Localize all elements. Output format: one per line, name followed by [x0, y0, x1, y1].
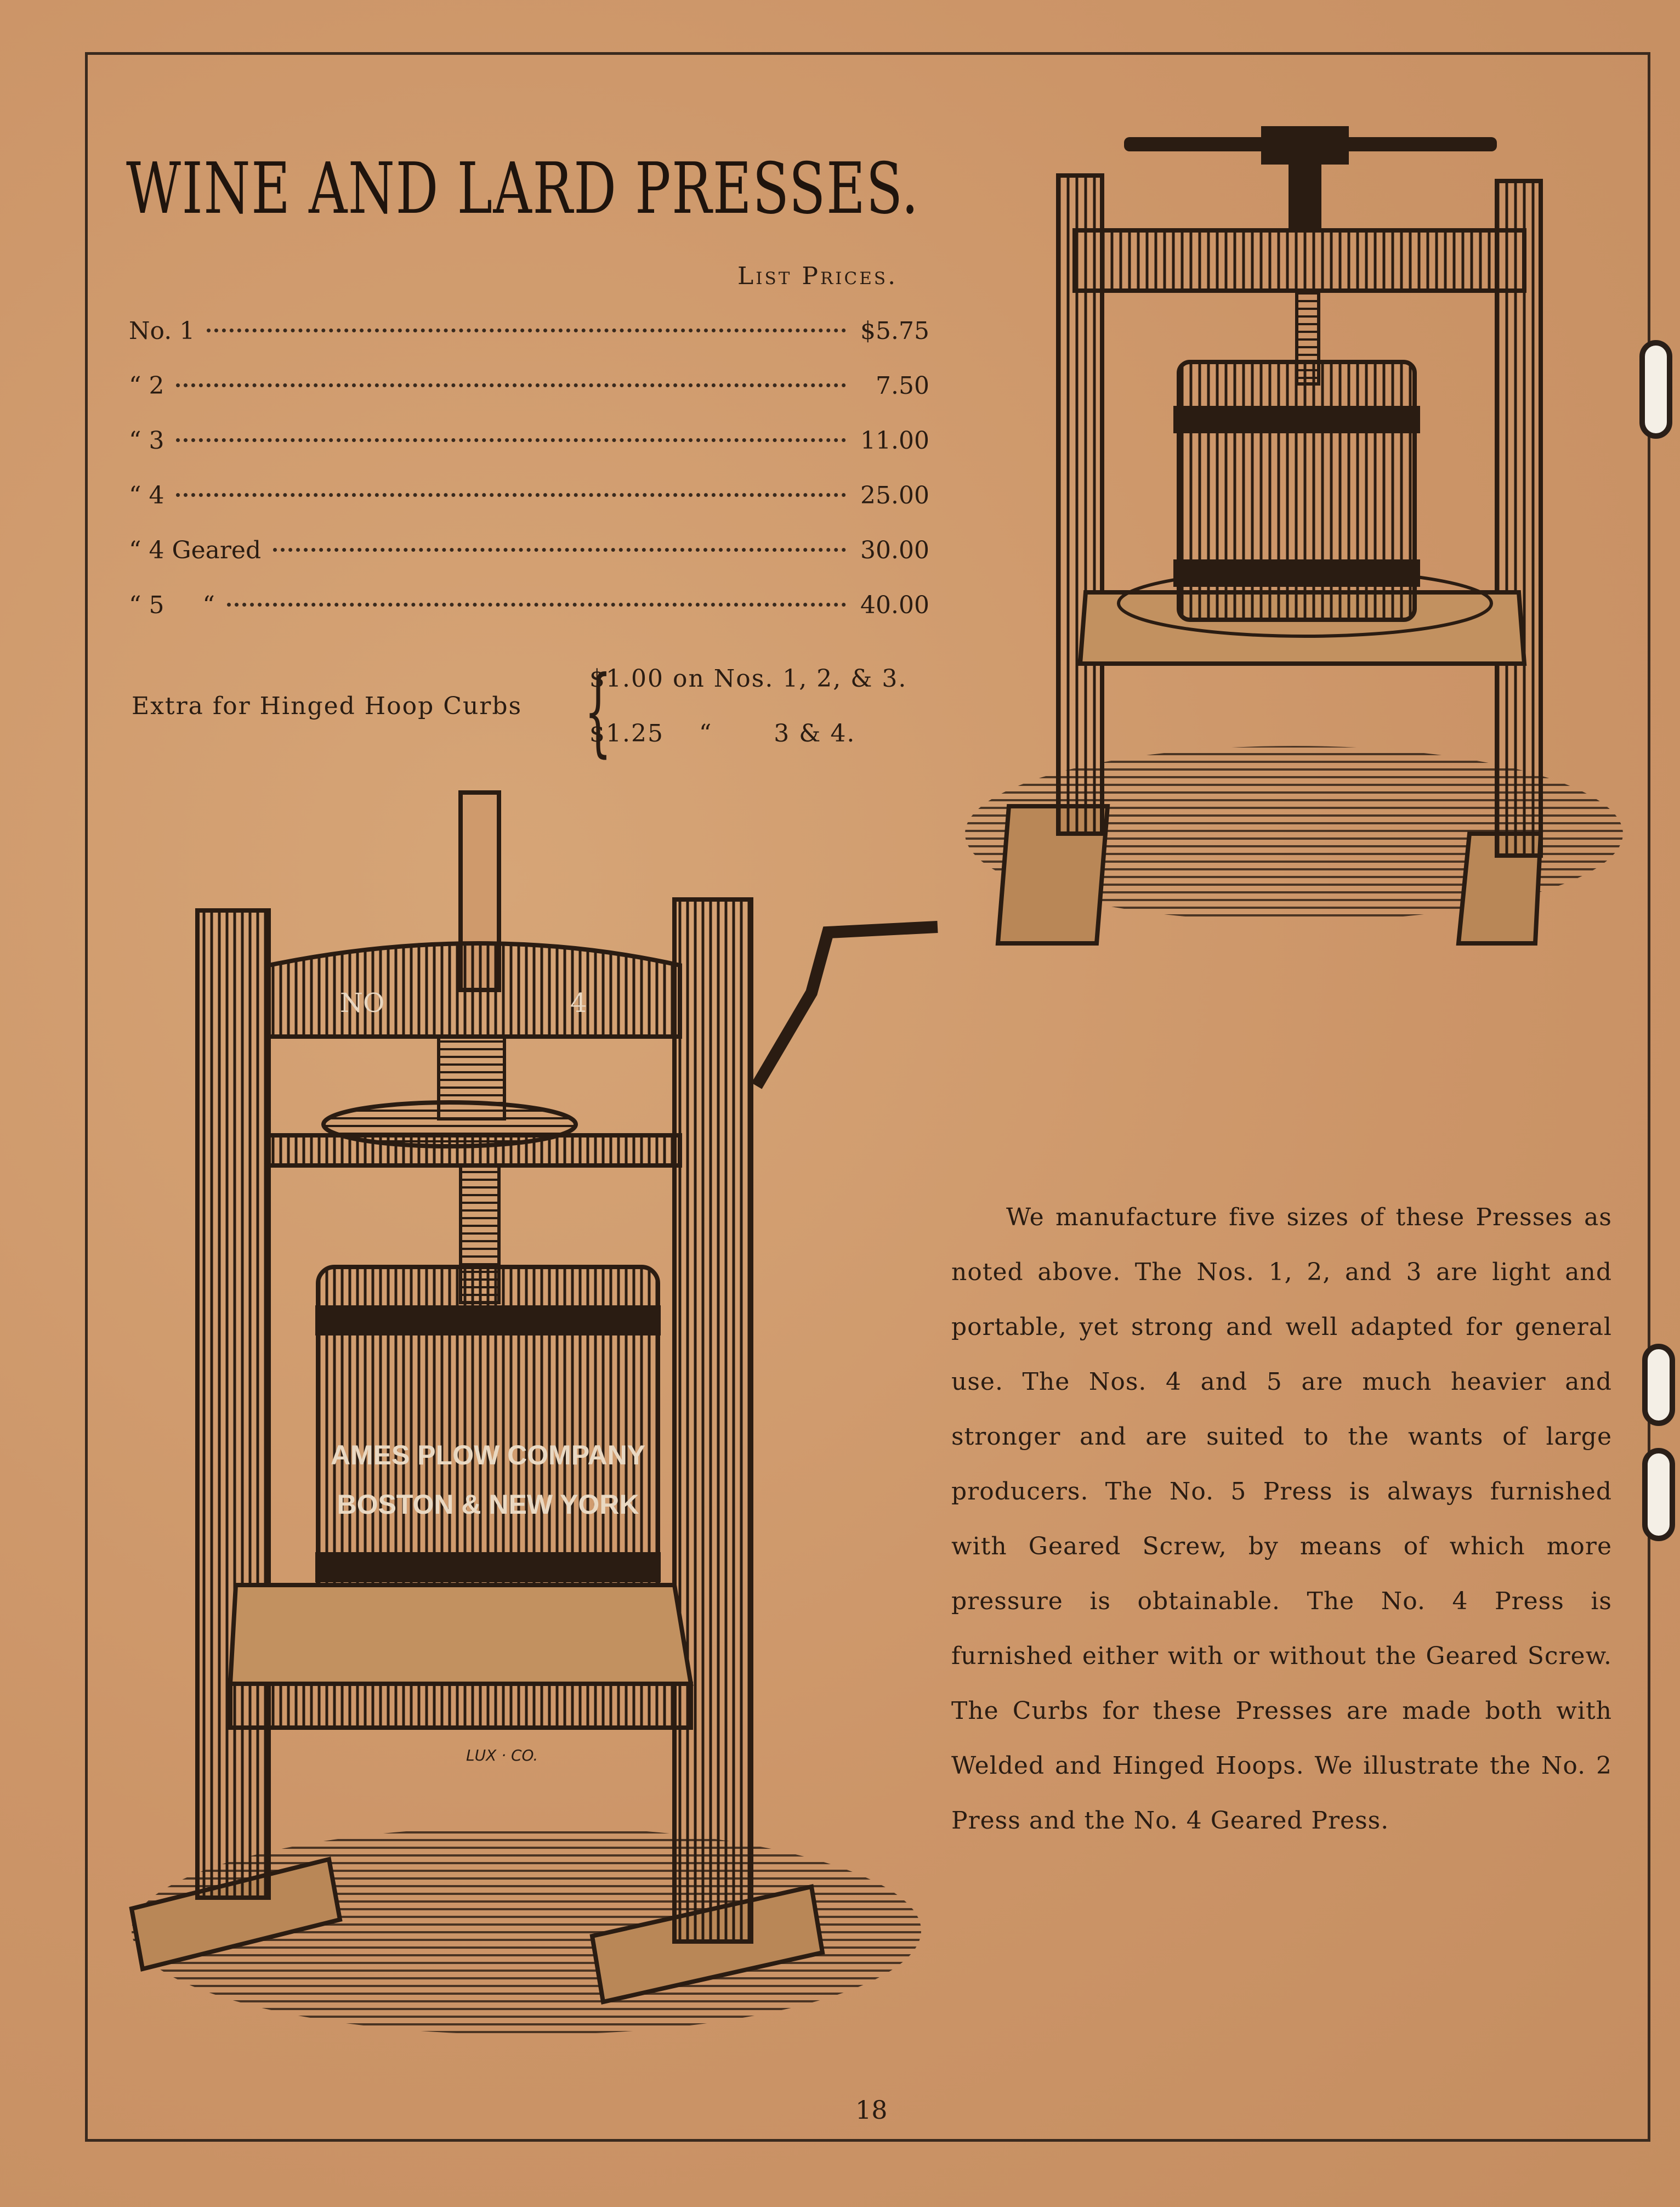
plate-number-label: 4 — [570, 988, 587, 1018]
maker-name-line-1: AMES PLOW COMPANY — [330, 1440, 646, 1470]
no4-geared-press-illustration — [110, 784, 943, 2057]
price-row — [129, 591, 929, 630]
price-label: “ 4 Geared — [129, 536, 262, 564]
price-row — [129, 372, 929, 410]
price-row — [129, 536, 929, 575]
price-label: “ 3 — [129, 427, 164, 455]
price-row — [129, 482, 929, 520]
binder-ring-top — [1639, 340, 1672, 439]
brace-glyph: { — [584, 656, 612, 767]
price-value: 40.00 — [860, 591, 929, 619]
binder-ring-middle — [1642, 1344, 1675, 1426]
description-paragraph — [951, 1190, 1612, 1848]
no2-press-illustration — [943, 121, 1634, 954]
price-label: No. 1 — [129, 317, 195, 345]
price-value: 25.00 — [860, 482, 929, 510]
price-value: $5.75 — [860, 317, 929, 345]
page-number: 18 — [855, 2095, 888, 2125]
description-text: We manufacture five sizes of these Presses as noted above. The Nos. 1, 2, and 3 are light and portable, yet strong and well adapted for general use. The Nos. 4 and 5 are much heavier and stronger and are suited to the wants of large producers. The No. 5 Press is always furnished with Geared Screw, by means of which more pressure is obtainable. The No. 4 Press is furnished either with or without the Geared Screw. The Curbs for these Presses are made both with Welded and Hinged Hoops. We illustrate the No. 2 Press and the No. 4 Geared Press. — [951, 1203, 1612, 1835]
dot-leader — [273, 548, 846, 552]
price-value: 7.50 — [876, 372, 929, 400]
price-label: “ 2 — [129, 372, 164, 400]
price-label: “ 4 — [129, 482, 164, 510]
dot-leader — [176, 383, 846, 387]
dot-leader — [227, 603, 846, 607]
page-title: WINE AND LARD PRESSES. — [126, 148, 920, 230]
dot-leader — [176, 493, 846, 497]
extra-curbs-label: Extra for Hinged Hoop Curbs — [132, 692, 523, 720]
price-label: “ 5 “ — [129, 591, 215, 619]
list-prices-heading: List Prices. — [737, 262, 898, 290]
extra-price-line-1: $1.00 on Nos. 1, 2, & 3. — [589, 665, 907, 693]
dot-leader — [176, 438, 846, 442]
dot-leader — [207, 329, 846, 332]
binder-ring-bottom — [1642, 1448, 1675, 1541]
maker-name-line-2: BOSTON & NEW YORK — [337, 1489, 639, 1520]
price-value: 11.00 — [860, 427, 929, 455]
price-row — [129, 427, 929, 465]
price-value: 30.00 — [860, 536, 929, 564]
engraver-credit: LUX · CO. — [466, 1746, 538, 1764]
price-row — [129, 317, 929, 355]
plate-no-label: NO — [340, 988, 385, 1018]
extra-price-line-2: $1.25 “ 3 & 4. — [589, 720, 856, 748]
